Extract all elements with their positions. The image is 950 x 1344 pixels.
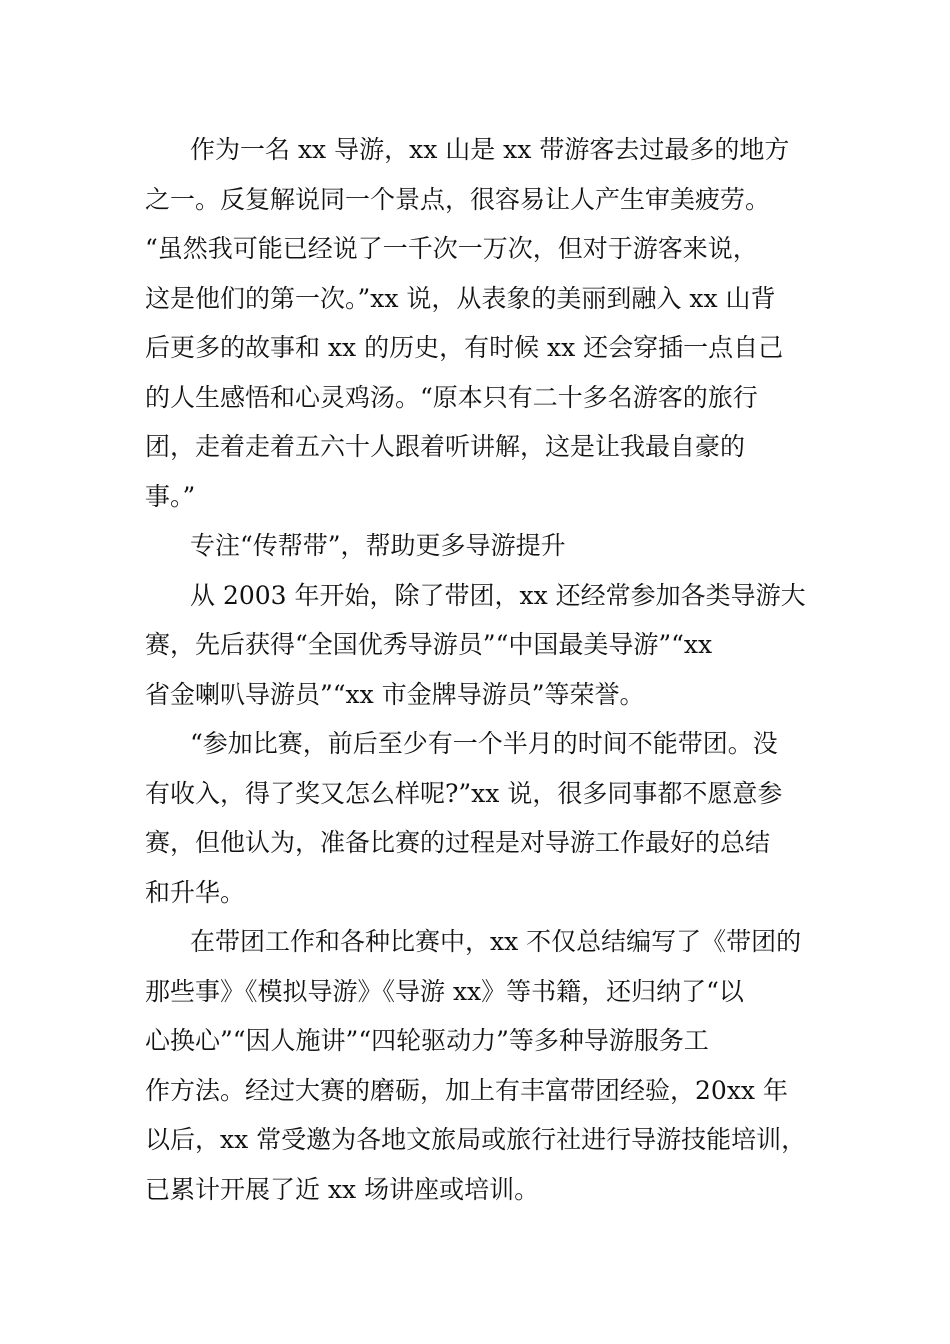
text-line: 已累计开展了近 xx 场讲座或培训。: [145, 1174, 540, 1204]
heading-line: 专注“传帮带”，帮助更多导游提升: [190, 531, 566, 560]
text-line: 之一。反复解说同一个景点，很容易让人产生审美疲劳。: [145, 184, 771, 214]
text-line: 那些事》《模拟导游》《导游 xx》等书籍，还归纳了“以: [145, 976, 744, 1006]
paragraph-2: [145, 571, 810, 720]
text-line: “参加比赛，前后至少有一个半月的时间不能带团。没: [190, 729, 778, 758]
text-line: 有收入，得了奖又怎么样呢?”xx 说，很多同事都不愿意参: [145, 778, 783, 808]
text-line: 从 2003 年开始，除了带团，xx 还经常参加各类导游大: [190, 580, 806, 610]
text-line: 后更多的故事和 xx 的历史，有时候 xx 还会穿插一点自己: [145, 333, 784, 362]
text-line: 省金喇叭导游员”“xx 市金牌导游员”等荣誉。: [145, 679, 645, 709]
text-line: “虽然我可能已经说了一千次一万次，但对于游客来说，: [145, 234, 758, 263]
text-line: 以后，xx 常受邀为各地文旅局或旅行社进行导游技能培训，: [145, 1125, 807, 1154]
paragraph-1: [145, 125, 810, 521]
paragraph-3: [145, 719, 810, 917]
text-line: 赛，先后获得“全国优秀导游员”“中国最美导游”“xx: [145, 630, 713, 659]
text-line: 心换心”“因人施讲”“四轮驱动力”等多种导游服务工: [145, 1026, 709, 1055]
text-line: 的人生感悟和心灵鸡汤。“原本只有二十多名游客的旅行: [145, 382, 758, 412]
text-line: 赛，但他认为，准备比赛的过程是对导游工作最好的总结: [145, 828, 771, 857]
section-heading: [145, 521, 810, 571]
document-body: [145, 125, 810, 1214]
text-line: 作方法。经过大赛的磨砺，加上有丰富带团经验，20xx 年: [145, 1075, 788, 1105]
text-line: 团，走着走着五六十人跟着听讲解，这是让我最自豪的: [145, 432, 746, 461]
text-line: 这是他们的第一次。”xx 说，从表象的美丽到融入 xx 山背: [145, 283, 776, 313]
text-line: 作为一名 xx 导游，xx 山是 xx 带游客去过最多的地方: [190, 135, 790, 164]
text-line: 在带团工作和各种比赛中，xx 不仅总结编写了《带团的: [190, 927, 802, 956]
text-line: 事。”: [145, 481, 196, 511]
text-line: 和升华。: [145, 877, 246, 907]
paragraph-4: [145, 917, 810, 1214]
